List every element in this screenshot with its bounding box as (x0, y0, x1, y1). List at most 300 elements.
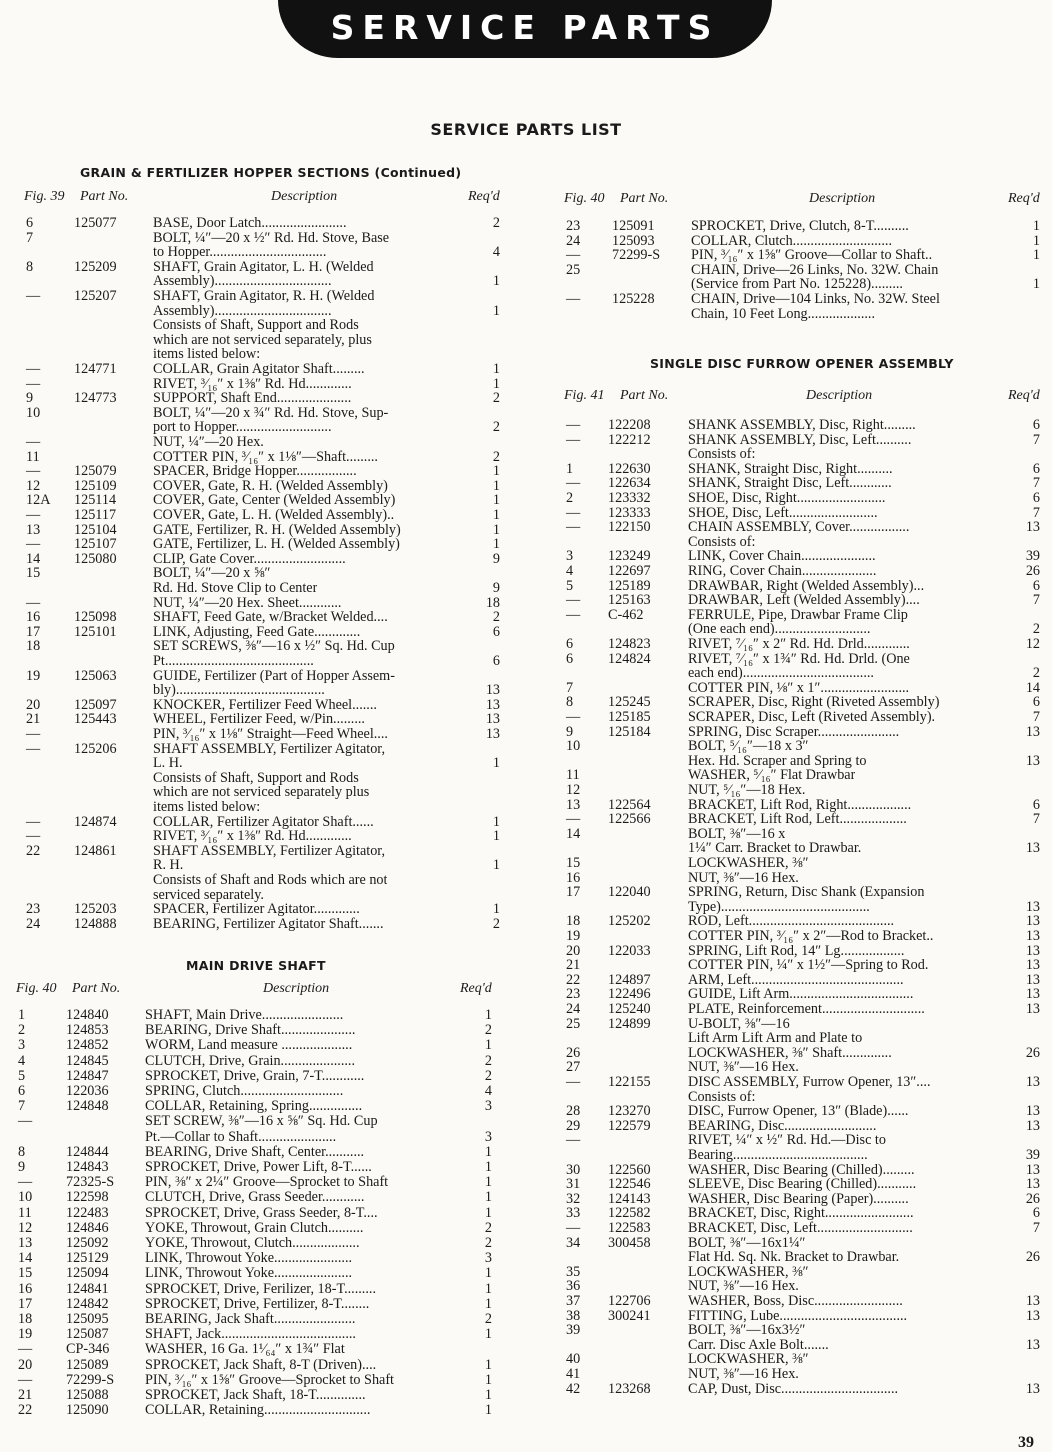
fig-number: 10 (18, 1189, 33, 1206)
part-description: COVER, Gate, Center (Welded Assembly) (153, 493, 396, 508)
part-number: 122483 (66, 1204, 109, 1221)
quantity-required: 7 (1032, 709, 1040, 725)
part-description: COVER, Gate, L. H. (Welded Assembly).. (153, 508, 395, 523)
fig-number: 21 (18, 1387, 33, 1403)
part-description: SCRAPER, Disc, Left (Riveted Assembly). (688, 710, 936, 725)
part-description: COLLAR, Fertilizer Agitator Shaft...... (153, 814, 374, 830)
part-description: DISC ASSEMBLY, Furrow Opener, 13″.... (688, 1075, 931, 1090)
quantity-required: 6 (1032, 460, 1040, 477)
part-description: KNOCKER, Fertilizer Feed Wheel....... (153, 697, 377, 713)
part-description: Type).......................................... (688, 899, 870, 915)
fig-number: 35 (566, 1263, 581, 1280)
fig-number: — (566, 1074, 581, 1090)
col-fig-header: Fig. 39 (24, 189, 65, 204)
quantity-required: 13 (1025, 1336, 1040, 1353)
part-description: NUT, ¼″—20 Hex. (153, 435, 264, 450)
quantity-required: 13 (485, 726, 500, 742)
quantity-required: 13 (1025, 928, 1040, 944)
fig-number: 41 (566, 1366, 581, 1382)
fig-number: 16 (26, 609, 41, 626)
fig-number: 27 (566, 1059, 581, 1076)
part-description: NUT, ¼″—20 Hex. Sheet............ (153, 595, 342, 611)
quantity-required: 1 (492, 536, 500, 553)
part-description: COVER, Gate, R. H. (Welded Assembly) (153, 478, 388, 494)
section-heading: SINGLE DISC FURROW OPENER ASSEMBLY (650, 356, 954, 371)
quantity-required: 2 (492, 390, 500, 407)
page-number: 39 (1018, 1434, 1034, 1451)
fig-number: 10 (26, 404, 41, 421)
quantity-required: 26 (1025, 1190, 1040, 1207)
quantity-required: 14 (1025, 679, 1040, 696)
part-description: SPACER, Fertilizer Agitator............. (153, 902, 360, 917)
part-number: 125203 (74, 901, 117, 918)
part-description: COTTER PIN, ³⁄₁₆″ x 1⅛″—Shaft......... (153, 449, 378, 465)
part-description: Consists of: (688, 447, 756, 462)
quantity-required: 1 (484, 1204, 492, 1221)
quantity-required: 13 (1025, 1161, 1040, 1178)
fig-number: — (26, 434, 41, 450)
quantity-required: 7 (1032, 431, 1040, 448)
part-description: SPRING, Clutch............................. (145, 1084, 344, 1099)
fig-number: 9 (26, 390, 34, 407)
fig-number: 3 (18, 1037, 26, 1054)
fig-number: 22 (26, 842, 41, 859)
fig-number: 8 (566, 694, 574, 711)
quantity-required: 18 (485, 594, 500, 611)
part-description: (Service from Part No. 125228)......... (691, 277, 903, 292)
fig-number: — (26, 288, 41, 304)
col-part-header: Part No. (620, 388, 669, 403)
part-description: ARM, Left........................................... (688, 972, 904, 988)
fig-number: 1 (18, 1007, 26, 1023)
fig-number: 1 (566, 460, 574, 477)
fig-number: 12 (566, 782, 581, 798)
quantity-required: 1 (484, 1159, 492, 1175)
quantity-required: 4 (484, 1083, 492, 1099)
quantity-required: 13 (1025, 913, 1040, 930)
part-number: 125189 (608, 577, 651, 594)
part-description: SET SCREW, ⅜″—16 x ⅝″ Sq. Hd. Cup (145, 1114, 378, 1129)
quantity-required: 6 (1032, 417, 1040, 433)
part-description: port to Hopper........................... (153, 420, 332, 435)
quantity-required: 1 (484, 1143, 492, 1160)
quantity-required: 1 (492, 302, 500, 319)
fig-number: 6 (26, 215, 34, 231)
fig-number: — (26, 726, 41, 742)
part-description: SPRING, Return, Disc Shank (Expansion (688, 885, 925, 900)
quantity-required: 13 (1025, 971, 1040, 988)
part-number: 124848 (66, 1098, 109, 1115)
fig-number: — (18, 1341, 33, 1358)
part-description: LOCKWASHER, ⅜″ (688, 1264, 809, 1280)
part-number: 72325-S (66, 1174, 115, 1191)
part-description: BOLT, ¼″—20 x ⅝″ (153, 566, 271, 581)
quantity-required: 1 (484, 1387, 492, 1403)
part-description: PIN, ³⁄₁₆″ x 1⅛″ Straight—Feed Wheel.... (153, 727, 388, 742)
part-description: each end)..................................... (688, 666, 874, 681)
part-description: SHANK ASSEMBLY, Disc, Right......... (688, 418, 916, 433)
part-number: 122564 (608, 796, 651, 813)
part-description: BEARING, Drive Shaft..................... (145, 1023, 356, 1038)
quantity-required: 6 (1032, 577, 1040, 594)
part-description: U-BOLT, ⅜″—16 (688, 1016, 790, 1032)
part-number: 122582 (608, 1205, 651, 1222)
col-req-header: Req'd (468, 189, 500, 204)
part-description: SCRAPER, Disc, Right (Riveted Assembly) (688, 695, 940, 710)
fig-number: 20 (18, 1356, 33, 1373)
fig-number: 13 (26, 521, 41, 538)
quantity-required: 13 (1025, 1293, 1040, 1309)
quantity-required: 26 (1025, 563, 1040, 579)
fig-number: 28 (566, 1103, 581, 1120)
part-description: Flat Hd. Sq. Nk. Bracket to Drawbar. (688, 1250, 900, 1265)
col-part-header: Part No. (80, 189, 129, 204)
part-description: Hex. Hd. Scraper and Spring to (688, 753, 867, 769)
part-description: LINK, Throwout Yoke...................... (145, 1251, 353, 1266)
quantity-required: 9 (492, 580, 500, 596)
part-description: Assembly)................................. (153, 303, 332, 319)
col-req-header: Req'd (460, 981, 492, 996)
quantity-required: 1 (492, 521, 500, 538)
part-number: 124853 (66, 1022, 109, 1039)
fig-number: — (26, 361, 41, 377)
part-description: COLLAR, Clutch............................ (691, 233, 892, 249)
part-number: 300241 (608, 1307, 651, 1324)
part-description: NUT, ⅜″—16 Hex. (688, 1060, 799, 1075)
fig-number: — (26, 507, 41, 523)
part-description: CLUTCH, Drive, Grass Seeder............ (145, 1190, 365, 1205)
quantity-required: 13 (485, 711, 500, 728)
fig-number: 13 (566, 796, 581, 813)
part-description: BOLT, ⅜″—16 x (688, 826, 786, 842)
part-number: 125209 (74, 258, 117, 275)
fig-number: 15 (566, 855, 581, 871)
quantity-required: 1 (1032, 247, 1040, 264)
part-description: which are not serviced separately, plus (153, 332, 372, 348)
quantity-required: 4 (492, 244, 500, 261)
part-number: 125114 (74, 492, 117, 509)
fig-number: 31 (566, 1176, 581, 1193)
quantity-required: 13 (485, 696, 500, 713)
part-description: BEARING, Disc.......................... (688, 1118, 877, 1134)
quantity-required: 13 (485, 682, 500, 699)
quantity-required: 13 (1025, 752, 1040, 769)
fig-number: — (566, 811, 581, 828)
part-description: WASHER, 16 Ga. 1¹⁄₆₄″ x 1¾″ Flat (145, 1342, 345, 1357)
quantity-required: 13 (1025, 942, 1040, 959)
part-description: COLLAR, Retaining.............................. (145, 1403, 371, 1418)
part-description: SET SCREWS, ⅜″—16 x ½″ Sq. Hd. Cup (153, 639, 395, 654)
part-number: 125087 (66, 1326, 109, 1343)
fig-number: 40 (566, 1351, 581, 1368)
fig-number: — (18, 1113, 33, 1130)
quantity-required: 7 (1032, 811, 1040, 828)
part-number: 122697 (608, 563, 651, 579)
quantity-required: 3 (484, 1250, 492, 1267)
part-description: Consists of: (688, 534, 756, 550)
part-number: 122706 (608, 1293, 651, 1309)
quantity-required: 1 (492, 273, 500, 290)
part-number: 125077 (74, 215, 117, 231)
fig-number: — (566, 1220, 581, 1236)
quantity-required: 13 (1025, 840, 1040, 857)
part-description: CAP, Dust, Disc................................. (688, 1381, 899, 1397)
part-number: 122560 (608, 1161, 651, 1178)
part-number: 125117 (74, 507, 117, 523)
part-description: COLLAR, Grain Agitator Shaft......... (153, 362, 365, 377)
part-description: CLIP, Gate Cover.......................... (153, 551, 346, 567)
quantity-required: 7 (1032, 504, 1040, 521)
part-number: 124852 (66, 1037, 109, 1054)
fig-number: 14 (26, 550, 41, 567)
part-description: WASHER, Disc Bearing (Chilled)......... (688, 1162, 915, 1178)
fig-number: — (26, 740, 41, 757)
part-description: BRACKET, Disc, Left........................... (688, 1221, 913, 1236)
quantity-required: 1 (492, 901, 500, 918)
quantity-required: 6 (1032, 694, 1040, 711)
part-number: 125443 (74, 711, 117, 728)
part-description: bly).......................................... (153, 683, 325, 698)
part-description: COTTER PIN, ³⁄₁₆″ x 2″—Rod to Bracket.. (688, 929, 934, 944)
part-description: DRAWBAR, Right (Welded Assembly)... (688, 578, 925, 594)
part-description: WORM, Land measure .................... (145, 1038, 353, 1053)
part-description: Assembly)................................. (153, 274, 332, 289)
col-desc-header: Description (263, 981, 330, 996)
quantity-required: 1 (484, 1356, 492, 1373)
fig-number: — (566, 709, 581, 725)
part-number: 122208 (608, 417, 651, 433)
part-description: LINK, Cover Chain..................... (688, 549, 876, 564)
part-number: 125091 (612, 218, 655, 234)
fig-number: 4 (18, 1052, 26, 1069)
part-description: GATE, Fertilizer, R. H. (Welded Assembly) (153, 522, 401, 538)
part-description: Carr. Disc Axle Bolt....... (688, 1337, 829, 1353)
quantity-required: 1 (492, 361, 500, 377)
quantity-required: 6 (492, 623, 500, 640)
part-number: 122496 (608, 986, 651, 1003)
quantity-required: 13 (1025, 1001, 1040, 1017)
fig-number: 29 (566, 1117, 581, 1134)
fig-number: 21 (26, 711, 41, 728)
part-description: PIN, ⅜″ x 2¼″ Groove—Sprocket to Shaft (145, 1175, 389, 1190)
part-number: 125107 (74, 536, 117, 553)
fig-number: — (566, 475, 581, 492)
part-description: CHAIN ASSEMBLY, Cover................. (688, 520, 910, 535)
quantity-required: 6 (492, 653, 500, 669)
part-number: 125245 (608, 694, 651, 711)
quantity-required: 6 (1032, 1205, 1040, 1222)
col-part-header: Part No. (620, 191, 669, 206)
quantity-required: 1 (1032, 276, 1040, 293)
part-description: SPRING, Disc Scraper....................... (688, 724, 900, 740)
part-description: SPROCKET, Drive, Power Lift, 8-T...... (145, 1160, 372, 1175)
fig-number: — (566, 417, 581, 433)
part-number: 124773 (74, 390, 117, 407)
part-number: 124843 (66, 1159, 109, 1175)
part-number: 125093 (612, 232, 655, 249)
fig-number: 20 (566, 942, 581, 959)
fig-number: — (566, 1132, 581, 1149)
part-description: SPACER, Bridge Hopper................. (153, 464, 357, 479)
quantity-required: 39 (1025, 548, 1040, 565)
part-description: BOLT, ⁵⁄₁₆″—18 x 3″ (688, 739, 809, 754)
fig-number: 24 (26, 915, 41, 932)
col-fig-header: Fig. 40 (16, 981, 57, 996)
fig-number: 9 (566, 723, 574, 740)
col-req-header: Req'd (1008, 388, 1040, 403)
quantity-required: 26 (1025, 1044, 1040, 1061)
part-number: 300458 (608, 1234, 651, 1251)
part-description: RIVET, ⁷⁄₁₆″ x 2″ Rd. Hd. Drld............. (688, 637, 910, 652)
part-description: SHANK ASSEMBLY, Disc, Left.......... (688, 432, 912, 448)
part-description: LOCKWASHER, ⅜″ Shaft.............. (688, 1045, 892, 1061)
fig-number: 19 (566, 928, 581, 944)
part-description: Pt.......................................... (153, 654, 314, 669)
fig-number: 22 (18, 1402, 33, 1419)
fig-number: 26 (566, 1044, 581, 1061)
fig-number: 18 (26, 638, 41, 655)
part-description: BRACKET, Disc, Right......................... (688, 1206, 914, 1221)
quantity-required: 1 (492, 828, 500, 845)
part-description: (One each end)........................... (688, 622, 871, 637)
part-number: 125109 (74, 477, 117, 494)
quantity-required: 7 (1032, 592, 1040, 609)
part-description: L. H. (153, 756, 183, 771)
part-number: 124143 (608, 1190, 651, 1207)
part-description: BEARING, Drive Shaft, Center........... (145, 1144, 365, 1160)
quantity-required: 7 (1032, 475, 1040, 492)
fig-number: 11 (566, 767, 580, 784)
part-number: 124823 (608, 636, 651, 652)
quantity-required: 2 (492, 215, 500, 231)
quantity-required: 2 (484, 1052, 492, 1069)
part-description: Lift Arm Lift Arm and Plate to (688, 1031, 863, 1046)
part-description: which are not serviced separately plus (153, 785, 370, 800)
quantity-required: 1 (492, 492, 500, 509)
part-number: 125163 (608, 592, 651, 609)
quantity-required: 1 (492, 755, 500, 772)
part-description: SLEEVE, Disc Bearing (Chilled)........... (688, 1177, 917, 1192)
part-description: SHAFT ASSEMBLY, Fertilizer Agitator, (153, 741, 385, 757)
part-description: SHAFT, Feed Gate, w/Bracket Welded.... (153, 610, 388, 625)
part-description: NUT, ⅜″—16 Hex. (688, 1279, 799, 1294)
part-number: 123268 (608, 1380, 651, 1397)
part-number: 125088 (66, 1387, 109, 1403)
col-req-header: Req'd (1008, 191, 1040, 206)
part-number: 124899 (608, 1015, 651, 1032)
col-desc-header: Description (271, 189, 338, 204)
fig-number: 11 (26, 448, 40, 465)
col-fig-header: Fig. 40 (564, 191, 605, 206)
part-description: SPROCKET, Drive, Grass Seeder, 8-T.... (145, 1205, 378, 1221)
quantity-required: 1 (484, 1265, 492, 1282)
fig-number: 13 (18, 1235, 33, 1251)
quantity-required: 13 (1025, 1380, 1040, 1397)
fig-number: 8 (18, 1143, 26, 1160)
quantity-required: 1 (492, 477, 500, 494)
fig-number: 23 (566, 986, 581, 1003)
quantity-required: 9 (492, 550, 500, 567)
fig-number: 36 (566, 1278, 581, 1295)
quantity-required: 13 (1025, 1307, 1040, 1324)
fig-number: 32 (566, 1190, 581, 1207)
part-description: RING, Cover Chain..................... (688, 564, 877, 579)
fig-number: 3 (566, 548, 574, 565)
part-number: 125092 (66, 1235, 109, 1251)
col-desc-header: Description (806, 388, 873, 403)
part-description: BRACKET, Lift Rod, Left................... (688, 812, 907, 827)
part-description: Chain, 10 Feet Long................... (691, 306, 876, 322)
part-number: 123270 (608, 1103, 651, 1120)
part-description: R. H. (153, 858, 184, 873)
quantity-required: 2 (1032, 665, 1040, 682)
fig-number: 19 (26, 667, 41, 684)
part-description: GUIDE, Lift Arm................................... (688, 987, 914, 1002)
quantity-required: 3 (484, 1128, 492, 1145)
fig-number: — (26, 828, 41, 845)
fig-number: 38 (566, 1307, 581, 1324)
part-number: 72299-S (66, 1371, 115, 1388)
part-description: SHAFT, Grain Agitator, L. H. (Welded (153, 259, 374, 275)
part-number: 124846 (66, 1219, 109, 1236)
part-description: LINK, Throwout Yoke...................... (145, 1266, 353, 1281)
quantity-required: 13 (1025, 957, 1040, 974)
part-description: DISC, Furrow Opener, 13″ (Blade)...... (688, 1104, 909, 1119)
part-description: LOCKWASHER, ⅜″ (688, 856, 809, 871)
fig-number: 23 (26, 901, 41, 918)
part-description: RIVET, ¼″ x ½″ Rd. Hd.—Disc to (688, 1133, 886, 1148)
fig-number: 10 (566, 738, 581, 755)
part-number: 124842 (66, 1295, 109, 1312)
fig-number: 2 (566, 490, 574, 506)
part-number: 125090 (66, 1402, 109, 1419)
part-number: 124841 (66, 1280, 109, 1297)
part-description: BOLT, ⅜″—16x1¼″ (688, 1235, 806, 1251)
part-description: RIVET, ⁷⁄₁₆″ x 1¾″ Rd. Hd. Drld. (One (688, 651, 910, 667)
quantity-required: 13 (1025, 986, 1040, 1003)
part-description: WASHER, ⁵⁄₁₆″ Flat Drawbar (688, 768, 856, 783)
section-heading: MAIN DRIVE SHAFT (186, 958, 326, 973)
fig-number: — (566, 606, 581, 623)
part-description: SHAFT ASSEMBLY, Fertilizer Agitator, (153, 843, 385, 859)
quantity-required: 1 (484, 1280, 492, 1297)
fig-number: — (26, 375, 41, 392)
fig-number: 39 (566, 1322, 581, 1339)
part-number: 124771 (74, 361, 117, 377)
part-description: YOKE, Throwout, Clutch................... (145, 1236, 360, 1251)
fig-number: 17 (18, 1295, 33, 1312)
fig-number: 30 (566, 1161, 581, 1178)
quantity-required: 26 (1025, 1249, 1040, 1266)
part-description: LOCKWASHER, ⅜″ (688, 1352, 809, 1367)
part-number: 124888 (74, 915, 117, 932)
service-parts-banner: SERVICE PARTS (278, 0, 772, 58)
fig-number: 12A (26, 492, 51, 509)
part-number: 125206 (74, 740, 117, 757)
quantity-required: 2 (484, 1219, 492, 1236)
fig-number: — (26, 463, 41, 480)
part-description: WASHER, Disc Bearing (Paper).......... (688, 1191, 909, 1207)
part-number: 125094 (66, 1265, 109, 1282)
quantity-required: 13 (1025, 1117, 1040, 1134)
part-number: 124824 (608, 650, 651, 667)
fig-number: 33 (566, 1205, 581, 1222)
part-number: 123333 (608, 504, 651, 521)
fig-number: 14 (18, 1250, 33, 1267)
part-number: 124847 (66, 1067, 109, 1084)
fig-number: 12 (26, 477, 41, 494)
fig-number: 16 (566, 869, 581, 886)
